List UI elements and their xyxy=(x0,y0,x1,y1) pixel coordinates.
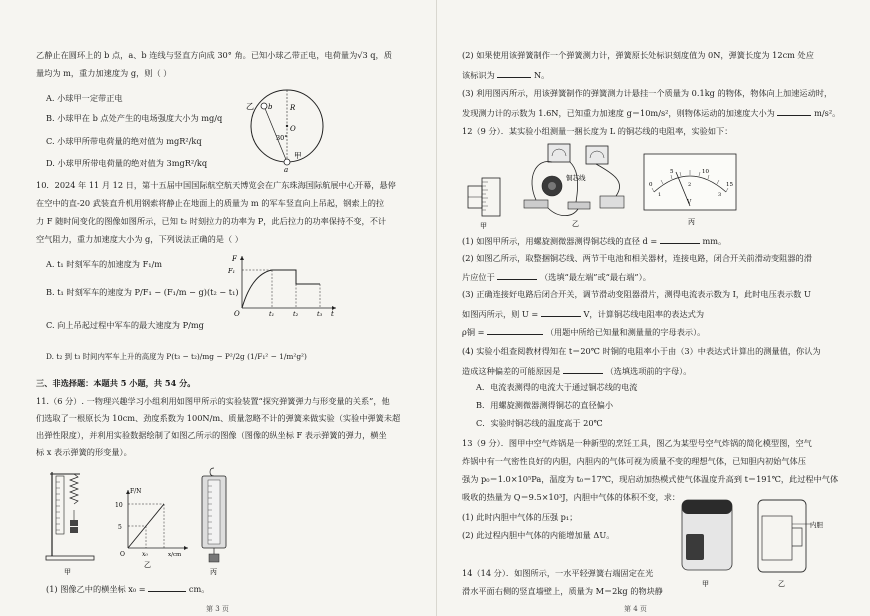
q10-text-line4: 空气阻力，重力加速度大小为 g，下列说法正确的是（ ） xyxy=(36,234,243,244)
q12-sub4-blank[interactable] xyxy=(563,364,603,374)
q12-sub3-line3 xyxy=(462,325,705,338)
q12-fig-jia-label: 甲 xyxy=(480,222,487,230)
q11-fig-bing-label: 丙 xyxy=(210,568,217,576)
q12-scale-15: 15 xyxy=(726,182,733,188)
q12-sub3-line2 xyxy=(462,307,704,320)
q11-sub3-text: 发现测力计的示数为 1.6N，已知重力加速度 g＝10m/s²，则物体运动的加速度大小为 xyxy=(462,108,775,118)
q12-scale-1: 1 xyxy=(658,192,662,198)
right-column xyxy=(436,0,870,616)
q12-sub2-line2 xyxy=(462,270,651,283)
q11-stand-figure xyxy=(44,466,98,576)
q12-voltmeter-figure xyxy=(642,152,738,228)
q12-sub2-line1: (2) 如图乙所示，取整捆铜芯线、两节干电池和相关器材，连接电路，闭合开关前滑动变阻器的滑 xyxy=(462,253,812,263)
q12-sub3-rho-tail: （用题中所给已知量和测量量的字母表示）。 xyxy=(545,327,706,337)
q11-sub1-unit: cm。 xyxy=(188,584,210,594)
q12-sub3-blank-rho[interactable] xyxy=(487,325,543,335)
q9-option-d: D. 小球甲所带电荷量的绝对值为 3mgR²/kq xyxy=(46,158,208,168)
q12-circuit-figure xyxy=(516,138,636,228)
q10-option-d: D. t₂ 到 t₃ 时间内军车上升的高度为 P(t₃ − t₂)/mg − P²/2g (1/F₁² − 1/m²g²) xyxy=(46,352,307,361)
q13-fig-yi-label: 乙 xyxy=(778,580,785,588)
q9-label-b: b xyxy=(268,103,273,111)
q10-text-line3: 力 F 随时间变化的图像如图所示，已知 t₂ 时刻拉力的功率为 P，此后拉力的功率保持不变，不计 xyxy=(36,216,387,226)
q12-sub2-blank[interactable] xyxy=(497,270,537,280)
q11-origin: O xyxy=(120,551,125,558)
q13-fig-jia-label: 甲 xyxy=(702,580,709,588)
q12-sub1-line xyxy=(462,234,726,247)
q11-y-axis-label: F/N xyxy=(130,488,142,495)
q12-sub3-blank-u[interactable] xyxy=(541,307,581,317)
q12-sub3-tail: V，计算铜芯线电阻率的表达式为 xyxy=(583,309,705,319)
q12-sub1-blank[interactable] xyxy=(660,234,700,244)
q11-text-line1: 11.（6 分）. 一物理兴趣学习小组利用如图甲所示的实验装置“探究弹簧弹力与形变量的关系”，他 xyxy=(36,396,390,406)
q11-text-line2: 们选取了一根原长为 10cm、劲度系数为 100N/m、质量忽略不计的弹簧来做实验（实验中弹簧未超 xyxy=(36,413,401,423)
q14-text-line1: 14（14 分）．如图所示，一水平轻弹簧右端固定在光 xyxy=(462,568,654,578)
q12-sub2-text: 片应位于 xyxy=(462,272,495,282)
q10-origin: O xyxy=(234,310,240,318)
q11-text-line3: 出弹性限度），并利用实验数据绘制了如图乙所示的图像（图像的纵坐标 F 表示弹簧的弹力，横坐 xyxy=(36,430,387,440)
q10-force-time-graph xyxy=(228,252,340,318)
q12-sub4-line2 xyxy=(462,364,691,377)
q12-coil-label: 铜芯线 xyxy=(566,174,586,182)
q13-inner-label: 内胆 xyxy=(810,521,823,529)
q13-sub1: (1) 此时内胆中气体的压强 p₁； xyxy=(462,512,578,522)
q12-scale-10: 10 xyxy=(702,169,709,175)
q13-air-fryer-figure xyxy=(676,494,836,590)
q11-force-extension-graph xyxy=(112,486,192,568)
q13-text-line1: 13（9 分）．图甲中空气炸锅是一种新型的烹饪工具，图乙为某型号空气炸锅的简化模型图，空气 xyxy=(462,438,812,448)
q11-y-tick-10: 10 xyxy=(115,502,123,509)
q12-scale-5: 5 xyxy=(670,169,674,175)
q12-intro: 12（9 分）．某实验小组测量一捆长度为 L 的铜芯线的电阻率，实验如下： xyxy=(462,126,733,136)
q12-micrometer-figure xyxy=(466,172,510,230)
q9-label-jia: 甲 xyxy=(294,151,302,160)
q9-text-line1: 乙静止在圆环上的 b 点，a、b 连线与竖直方向成 30° 角。已知小球乙带正电，电荷量为√3 q，质 xyxy=(36,50,392,60)
q9-label-r: R xyxy=(290,104,296,112)
q12-sub4-line1: (4) 实验小组查阅教材得知在 t＝20℃ 时铜的电阻率小于由（3）中表达式计算出的测量值，你认为 xyxy=(462,346,821,356)
q11-fig-yi-label: 乙 xyxy=(144,561,151,568)
q12-scale-3: 3 xyxy=(718,192,722,198)
q10-axis-f: F xyxy=(232,255,237,263)
q11-sub3-line2 xyxy=(462,106,840,119)
q12-sub1-unit: mm。 xyxy=(702,236,727,246)
q12-option-b: B．用螺旋测微器测得铜芯的直径偏小 xyxy=(476,400,614,410)
q11-fig-jia-label: 甲 xyxy=(64,568,71,576)
q10-text-line1: 10．2024 年 11 月 12 日，第十五届中国国际航空航天博览会在广东珠海国际航展中心开幕，悬停 xyxy=(36,180,396,190)
q9-label-a: a xyxy=(284,166,289,172)
q11-sub3-line1: (3) 利用图丙所示，用该弹簧制作的弹簧测力计悬挂一个质量为 0.1kg 的物体，物体向上加速运动时， xyxy=(462,88,833,98)
q11-sub2-unit: N。 xyxy=(533,70,550,80)
q12-sub1-text: (1) 如图甲所示，用螺旋测微器测得铜芯线的直径 d = xyxy=(462,236,658,246)
q11-sub1-text: (1) 图像乙中的横坐标 x₀ = xyxy=(46,584,146,594)
q9-label-angle: 30° xyxy=(276,134,288,142)
q11-sub2-line2 xyxy=(462,68,549,81)
q12-meter-v: V xyxy=(687,199,692,206)
q11-y-tick-5: 5 xyxy=(118,524,122,531)
q12-sub2-tail: （选填“最左端”或“最右端”）。 xyxy=(539,272,651,282)
q11-text-line4: 标 x 表示弹簧的形变量）。 xyxy=(36,447,132,457)
q9-option-a: A. 小球甲一定带正电 xyxy=(46,93,123,103)
q11-x0-tick: x₀ xyxy=(142,551,148,558)
q10-label-t2: t₂ xyxy=(293,310,299,318)
q10-axis-t: t xyxy=(331,310,334,318)
q12-scale-0: 0 xyxy=(649,182,653,188)
q12-sub3-rho: ρ铜 = xyxy=(462,327,485,337)
q11-sub2-blank[interactable] xyxy=(497,68,531,78)
q11-x-axis-label: x/cm xyxy=(168,552,182,558)
q12-scale-2: 2 xyxy=(688,182,692,188)
q10-text-line2: 在空中的直-20 武装直升机用钢索将静止在地面上的质量为 m 的军车竖直向上吊起，钢索上的拉 xyxy=(36,198,385,208)
q9-option-b: B. 小球甲在 b 点处产生的电场强度大小为 mg/q xyxy=(46,113,223,123)
q12-option-c: C．实验时铜芯线的温度高于 20℃ xyxy=(476,418,603,428)
q9-option-c: C. 小球甲所带电荷量的绝对值为 mgR²/kq xyxy=(46,136,202,146)
section-3-heading: 三、非选择题：本题共 5 小题，共 54 分。 xyxy=(36,378,196,388)
q9-label-o: O xyxy=(290,125,296,133)
page-number-4: 第 4 页 xyxy=(624,605,647,613)
q13-text-line3: 强为 p₀＝1.0×10⁵Pa，温度为 t₀＝17℃，现启动加热模式使气体温度升高到 t＝191℃，此过程中气体 xyxy=(462,474,839,484)
q12-sub4-tail: （选填选项前的字母）。 xyxy=(605,366,692,376)
q10-option-b: B. t₁ 时刻军车的速度为 P/F₁ − (F₁/m − g)(t₂ − t₁) xyxy=(46,287,239,297)
q12-sub3-text: 如图丙所示，则 U = xyxy=(462,309,539,319)
q12-sub4-text: 造成这种偏差的可能原因是 xyxy=(462,366,561,376)
page-number-3: 第 3 页 xyxy=(206,605,229,613)
q12-fig-bing-label: 丙 xyxy=(688,218,695,226)
q11-spring-scale-figure xyxy=(194,466,234,576)
q11-sub1-line xyxy=(46,582,209,595)
q13-sub2: (2) 此过程内胆中气体的内能增加量 ΔU。 xyxy=(462,530,615,540)
q10-option-c: C. 向上吊起过程中军车的最大速度为 P/mg xyxy=(46,320,204,330)
q9-label-yi: 乙 xyxy=(246,102,254,111)
q13-text-line4: 吸收的热量为 Q＝9.5×10³J，内胆中气体的体积不变，求： xyxy=(462,492,681,502)
q11-sub3-blank[interactable] xyxy=(777,106,811,116)
q10-label-f1: F₁ xyxy=(228,267,236,275)
q12-option-a: A．电流表测得的电流大于通过铜芯线的电流 xyxy=(476,382,638,392)
q11-sub2-line1: (2) 如果使用该弹簧制作一个弹簧测力计，弹簧原长处标识刻度值为 0N，弹簧长度为 12cm 处应 xyxy=(462,50,814,60)
q12-sub3-line1: (3) 正确连接好电路后闭合开关，调节滑动变阻器滑片，测得电流表示数为 I，此时电压表示数 U xyxy=(462,289,811,299)
q10-option-a: A. t₁ 时刻军车的加速度为 F₁/m xyxy=(46,259,163,269)
q13-text-line2: 炸锅中有一气密性良好的内胆，内胆内的气体可视为质量不变的理想气体，已知胆内初始气体压 xyxy=(462,456,806,466)
q11-sub2-text: 该标识为 xyxy=(462,70,495,80)
q9-ring-figure xyxy=(240,88,330,172)
q9-text-line2: 量均为 m，重力加速度为 g，则（ ） xyxy=(36,68,172,78)
q14-text-line2: 滑水平面右侧的竖直墙壁上，质量为 M＝2kg 的物块静 xyxy=(462,586,663,596)
q12-fig-yi-label: 乙 xyxy=(572,220,579,228)
q10-label-t1: t₁ xyxy=(269,310,275,318)
q11-sub1-blank[interactable] xyxy=(148,582,186,592)
q11-sub3-unit: m/s²。 xyxy=(814,108,841,118)
q10-label-t3: t₃ xyxy=(317,310,323,318)
